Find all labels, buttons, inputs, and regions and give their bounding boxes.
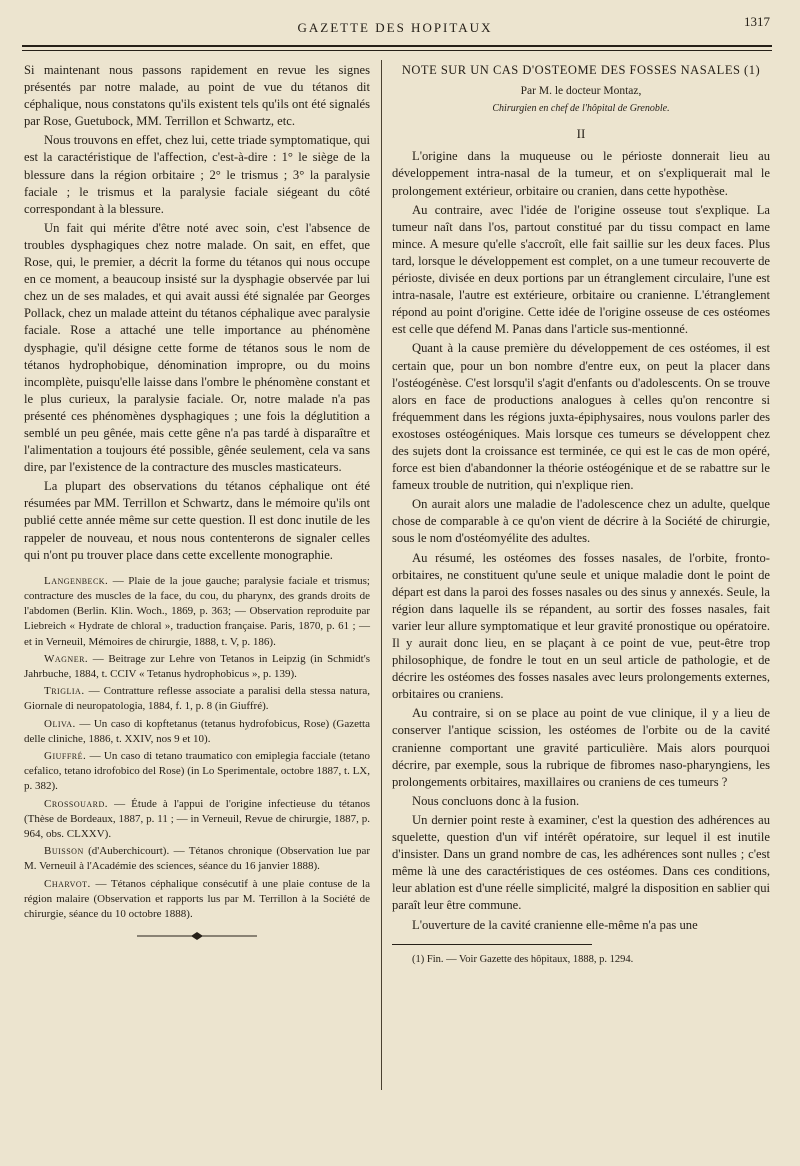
reference-author: Buisson: [44, 845, 84, 858]
page-number: 1317: [744, 14, 770, 29]
paragraph: Quant à la cause première du développement de ces ostéomes, il est certain que, pour un bon nombre d'entre eux, on peut la placer dans l'ostéogénèse. C'est lorsqu'il s'agit d'enfants ou d'adolescents. On se trouve alors en face de productions analogues à celles qu'on rencontre si fréquemment dans les régions juxta-épiphysaires, nous voulons parler des exostoses ostéogéniques. Mais lorsque ces tumeurs se développent chez des sujets dont la croissance est terminée, ce qui est le cas de mon opéré, force est bien d'abandonner la théorie ostéogénique et de se rabattre sur le fameux trouble de nutrition, qui n'explique rien.: [392, 341, 770, 493]
paragraph: La plupart des observations du tétanos céphalique ont été résumées par MM. Terrillon et Schwartz, dans le mémoire qu'ils ont publié cette année même sur cette question. Il est donc inutile de les rappeler de nouveau, et nous nous contenterons de signaler celles qui n'ont pu trouver place dans cette excellente monographie.: [24, 479, 370, 562]
reference-text: — Beitrage zur Lehre von Tetanos in Leipzig (in Schmidt's Jahrbuche, 1884, t. CCIV « Tetanus hydrophobicus », p. 139).: [24, 652, 370, 680]
paragraph: Nous concluons donc à la fusion.: [412, 793, 580, 808]
left-column: [24, 62, 370, 945]
section-ornament: [24, 928, 370, 945]
reference-text: — Un caso di kopftetanus (tetanus hydrofobicus, Rose) (Gazetta delle cliniche, 1886, t. XXIV, nos 9 et 10).: [24, 717, 370, 745]
article-title: NOTE SUR UN CAS D'OSTEOME DES FOSSES NASALES (1): [401, 63, 761, 77]
header-rule: [22, 45, 772, 47]
paragraph: On aurait alors une maladie de l'adolescence chez un adulte, quelque chose de comparable à ce qu'on vient de décrire à la Société de chirurgie, sous le nom d'ostéomyélite des adultes.: [392, 497, 770, 546]
paragraph: L'ouverture de la cavité cranienne elle-même n'a pas une: [412, 917, 698, 932]
reference-text: — Étude à l'appui de l'origine infectieuse du tétanos (Thèse de Bordeaux, 1887, p. 11 ; — in Verneuil, Revue de chirurgie, 1887, p. 964, obs. CLXXV).: [24, 797, 370, 840]
reference-item: [24, 844, 370, 874]
article-affiliation: Chirurgien en chef de l'hôpital de Grenoble.: [492, 103, 670, 115]
section-number: II: [576, 126, 586, 142]
footnote: (1) Fin. — Voir Gazette des hôpitaux, 1888, p. 1294.: [412, 953, 634, 965]
paragraph: Au contraire, si on se place au point de vue clinique, il y a lieu de conserver l'antique scission, les ostéomes de l'orbite ou de la cavité cranienne comportant une gravité particulière. Mais alors pourquoi décrire, par exemple, sous la rubrique de fibromes naso-pharyngiens, les prolongements orbitaires, maxillaires ou craniens de ces tumeurs ?: [392, 706, 770, 789]
reference-author: Oliva.: [44, 717, 76, 730]
reference-text: (d'Auberchicourt). — Tétanos chronique (Observation lue par M. Verneuil à l'Académie des sciences, séance du 16 janvier 1888).: [24, 845, 370, 873]
paragraph: Au résumé, les ostéomes des fosses nasales, de l'orbite, fronto-orbitaires, ne constituent qu'une seule et unique maladie dont le point de départ est dans la paroi des fosses nasales ou des sinus y annexés. Seule, la région dans laquelle ils se répandent, au sortir des fosses nasales, fait varier leur allure symptomatique et leur gravité pronostique ou opératoire. Il y aurait donc lieu, en se plaçant à ce point de vue, peut-être trop philosophique, de fondre le tout en un seul article de pathologie, et de décrire les ostéomes des fosses nasales avec leurs prolongements externes, orbitaires ou craniens.: [392, 550, 770, 702]
reference-item: [24, 797, 370, 843]
reference-item: [24, 574, 370, 650]
header-rule-thin: [22, 50, 772, 51]
paragraph: L'origine dans la muqueuse ou le périoste donnerait lieu au développement intra-nasal de la tumeur, et on s'expliquerait mal le prolongement extérieur, orbitaire ou cranien, dans cette hypothèse.: [392, 149, 770, 198]
paragraph: Un fait qui mérite d'être noté avec soin, c'est l'absence de troubles dysphagiques chez notre malade. On sait, en effet, que Rose, qui, le premier, a décrit la forme du tétanos qui nous occupe en ce moment, a beaucoup insisté sur la dysphagie observée par lui chez un de ses malades, et qui avait aussi été signalée par Georges Pollack, chez un malade atteint du tétanos céphalique avec paralysie faciale. Rose a attaché une telle importance au phénomène dysphagie, qu'il désigne cette forme de tétanos sous le nom de tétanos hydrophobique, dénomination impropre, ou du moins incomplète, puisqu'elle laisse dans l'ombre le phénomène constant et le plus curieux, la paralysie faciale. Or, notre malade n'a pas présenté ces phénomènes dysphagiques ; une fois la déglutition a semblé un peu gênée, mais cette gêne n'a pas tardé à disparaître et l'alimentation a toujours été possible, gênée seulement, cela va sans dire, par l'existence de la contracture des muscles masticateurs.: [24, 220, 370, 475]
journal-title: GAZETTE DES HOPITAUX: [297, 20, 493, 35]
paragraph: Au contraire, avec l'idée de l'origine osseuse tout s'explique. La tumeur naît dans l'os, partout constitué par du tissu compact en lame mince. A mesure qu'elle s'accroît, elle fait saillie sur les deux faces. Plus tard, lorsque le développement est complet, on a une tumeur recouverte de périoste, divisée en deux portions par un étranglement circulaire, l'une est intra-nasale, l'autre est extérieure, orbitaire ou cranienne. L'étranglement répond au point d'origine. Cette idée de l'origine osseuse de ces ostéomes est celle que défend M. Panas dans l'article sus-mentionné.: [392, 202, 770, 337]
reference-author: Giuffré.: [44, 749, 87, 762]
reference-item: [24, 717, 370, 747]
paragraph: Nous trouvons en effet, chez lui, cette triade symptomatique, qui est la caractéristique de l'affection, c'est-à-dire : 1° le siège de la blessure dans la région orbitaire ; 2° le trismus ; 3° la paralysie faciale ; le trismus et la paralysie faciale siégeant du côté correspondant à la blessure.: [24, 133, 370, 216]
reference-author: Wagner.: [44, 652, 89, 665]
reference-text: — Tétanos céphalique consécutif à une plaie contuse de la région malaire (Observation et rapports lus par M. Terrillon à la Société de chirurgie, séance du 10 octobre 1888).: [24, 877, 370, 920]
article-author: Par M. le docteur Montaz,: [520, 85, 642, 98]
reference-list: [24, 574, 370, 922]
right-column: [392, 62, 770, 969]
page-header: [20, 14, 770, 40]
reference-item: [24, 684, 370, 714]
reference-item: [24, 652, 370, 682]
reference-text: — Un caso di tetano traumatico con emiplegia facciale (tetano cefalico, tetano idrofobico del Rose) (in Lo Sperimentale, octobre 1887, t. LX, p. 382).: [24, 749, 370, 793]
reference-author: Triglia.: [44, 685, 85, 698]
reference-item: [24, 877, 370, 923]
column-divider: [381, 60, 382, 1090]
reference-text: — Contratture reflesse associate a paralisi della stessa natura, Giornale di neuropatologia, 1884, f. 1, p. 8 (in Giuffré).: [24, 685, 370, 713]
reference-text: — Plaie de la joue gauche; paralysie faciale et trismus; contracture des muscles de la face, du cou, du pharynx, des grands droits de l'abdomen (Berlin. Klin. Woch., 1869, p. 363; — Observation reproduite par Liebreich « Hydrate de chloral », traduction française. Paris, 1870, p. 61 ; — et in Verneuil, Mémoires de chirurgie, 1888, t. V, p. 186).: [24, 574, 370, 648]
paragraph: Si maintenant nous passons rapidement en revue les signes présentés par notre malade, au point de vue du tétanos dit céphalique, nous constatons qu'ils existent tels qu'ils ont été signalés par Rose, Guetubock, MM. Terrillon et Schwartz, etc.: [24, 63, 370, 129]
reference-author: Langenbeck.: [44, 574, 109, 587]
footnote-rule: [392, 944, 592, 945]
paragraph: Un dernier point reste à examiner, c'est la question des adhérences au squelette, question d'un vif intérêt opératoire, sur lequel il est inutile d'insister. Dans un grand nombre de cas, les adhérences sont nulles ; c'est même là une des caractéristiques de ces ostéomes. Dans ces conditions, leur ablation est d'une réelle simplicité, malgré la disposition en sablier qui paraît leur être commune.: [392, 812, 770, 913]
ornament-rule-icon: [137, 932, 257, 940]
reference-author: Charvot.: [44, 877, 91, 890]
reference-item: [24, 749, 370, 795]
reference-author: Crossouard.: [44, 797, 109, 810]
